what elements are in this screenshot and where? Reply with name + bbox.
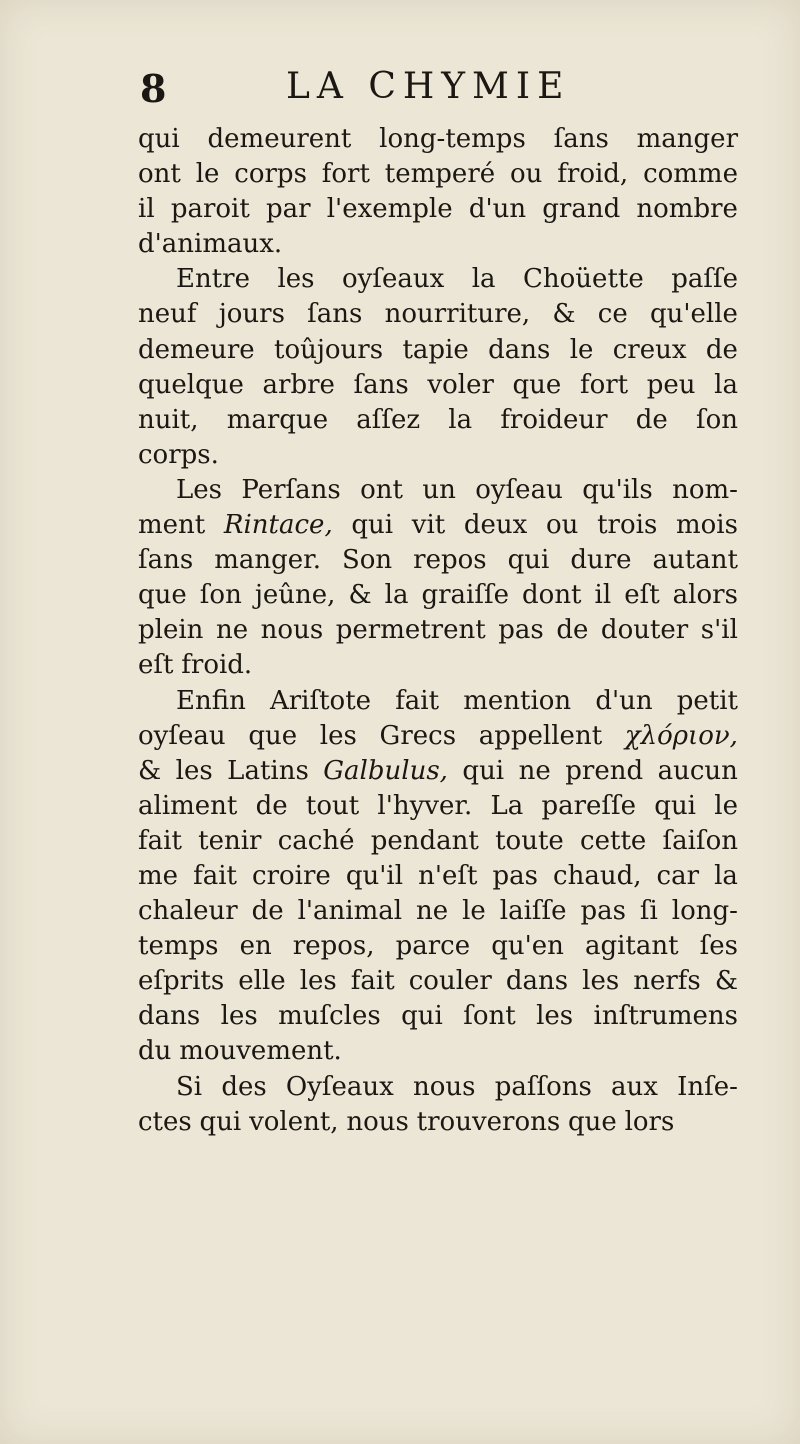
word: Galbulus, [323,755,448,786]
word: il [138,194,155,225]
word: mouvement. [179,1036,342,1067]
word: Oyſeaux [285,1071,394,1102]
text-line [138,964,738,999]
word: la [384,580,409,611]
word: s'il [700,615,738,646]
word: nuit, [138,404,199,435]
word: nous [260,615,324,646]
word: que [568,1106,617,1137]
word: muſcles [278,1001,381,1032]
word: qu'en [491,931,564,962]
word: qui [654,790,697,821]
word: que [512,369,562,400]
word: repos, [292,931,375,962]
word: ctes [138,1106,192,1137]
word: me [138,860,179,891]
word: aucun [657,755,738,786]
word: temperé [384,159,496,190]
word: qu'ils [582,474,653,505]
word: corps [234,159,307,190]
word: de [251,896,284,927]
word: dans [138,1001,201,1032]
text-line [138,789,738,824]
word: croire [252,860,331,891]
word: dont [522,580,582,611]
text-line [138,403,738,438]
word: quelque [138,369,244,400]
word: aliment [138,790,238,821]
text-line [138,333,738,368]
word: eſt [624,580,660,611]
text-line [138,999,738,1034]
word: de [255,790,288,821]
word: il [594,580,612,611]
word: inſtrumens [593,1001,738,1032]
word: cette [580,825,647,856]
word: de [556,615,589,646]
word: que [138,580,187,611]
text-line [138,122,738,157]
word: pas [498,615,544,646]
word: n'eſt [418,860,478,891]
word: & [714,966,738,997]
word: & [348,580,372,611]
word: fait [350,966,395,997]
word: prend [565,755,644,786]
word: du [138,1036,172,1067]
word: d'un [595,685,653,716]
word: ce [597,299,628,330]
word: ont [138,159,181,190]
word: ne [518,755,551,786]
word: froid. [181,650,253,681]
text-line [138,1070,738,1105]
text-line [138,1105,738,1140]
word: qui [507,545,550,576]
word: ſans [353,369,409,400]
word: vit [411,510,446,541]
word: La [490,790,524,821]
word: ne [416,896,449,927]
word: fort [321,159,370,190]
word: arbre [262,369,335,400]
word: les [536,1001,574,1032]
word: aſſez [356,404,421,435]
word: permetrent [335,615,486,646]
word: voler [427,369,494,400]
word: les [220,1001,258,1032]
word: autant [652,545,738,576]
word: eſprits [138,966,225,997]
word: la [714,860,738,891]
word: dans [488,334,551,365]
word: douter [600,615,689,646]
word: Choüette [523,264,644,295]
word: eſt [138,650,174,681]
word: volent, [249,1106,339,1137]
page-number: 8 [140,66,167,111]
word: toûjours [274,334,384,365]
word: ſans [553,124,609,154]
word: aux [611,1071,658,1102]
word: ou [546,510,579,541]
word: Latins [227,755,309,786]
word: couler [408,966,492,997]
word: ſi [639,896,658,927]
word: qu'il [345,860,404,891]
text-line [138,929,738,964]
word: les [319,720,357,751]
word: Ariſtote [269,685,372,716]
word: pas [492,860,538,891]
word: caché [277,825,355,856]
word: ſon [695,404,738,435]
text-line [138,578,738,613]
word: jeûne, [254,580,336,611]
word: ne [215,615,249,646]
word: par [265,194,311,225]
word: un [422,474,456,505]
word: qui [199,1106,242,1137]
word: agitant [584,931,679,962]
running-title: LA CHYMIE [286,66,571,107]
word: les [175,755,213,786]
word: mention [463,685,572,716]
word: tenir [198,825,262,856]
word: laiſſe [499,896,567,927]
word: en [239,931,272,962]
word: comme [643,159,738,190]
text-line [138,192,738,227]
word: d'animaux. [138,229,283,260]
text-line [138,894,738,929]
word: & [552,299,576,330]
word: Enfin [176,685,246,716]
word: ment [138,510,206,541]
word: tout [305,790,360,821]
word: les [277,264,315,295]
word: long- [671,896,738,927]
word: trois [597,510,658,541]
word: Perſans [241,474,341,505]
word: froideur [500,404,608,435]
word: nom- [672,474,738,505]
text-line [138,297,738,332]
word: ſans [307,299,363,330]
word: Entre [176,264,250,295]
word: qui [401,1001,443,1032]
text-line [138,227,738,262]
word: ſes [699,931,738,962]
word: pas [580,896,626,927]
word: oyſeau [475,474,563,505]
text-line [138,684,738,719]
word: long-temps [379,124,526,154]
word: de [705,334,738,365]
word: dure [570,545,632,576]
text-line [138,438,738,473]
word: nerfs [633,966,701,997]
word: froid, [557,159,629,190]
word: deux [463,510,528,541]
word: nous [413,1071,476,1102]
word: paroit [170,194,250,225]
word: lors [624,1106,675,1137]
word: temps [138,931,219,962]
word: neuf [138,299,197,330]
word: ſont [463,1001,516,1032]
text-line [138,368,738,403]
word: parce [395,931,471,962]
text-line [138,543,738,578]
word: nous [346,1106,409,1137]
word: la [471,264,496,295]
word: Inſe- [677,1071,738,1102]
word: appellent [478,720,603,751]
word: la [448,404,473,435]
word: manger [636,124,738,154]
word: l'animal [297,896,403,927]
word: chaud, [553,860,642,891]
text-line [138,262,738,297]
word: creux [612,334,687,365]
text-line [138,754,738,789]
word: demeurent [207,124,352,154]
word: des [221,1071,267,1102]
word: fait [138,825,182,856]
word: peu [646,369,696,400]
text-line [138,648,738,683]
word: le [195,159,220,190]
word: grand [542,194,621,225]
word: alors [672,580,738,611]
word: l'hyver. [377,790,473,821]
text-line [138,824,738,859]
word: ſaiſon [662,825,738,856]
word: trouverons [416,1106,561,1137]
word: qu'elle [649,299,738,330]
word: χλόριον, [624,720,738,751]
word: manger. [214,545,321,576]
word: elle [238,966,286,997]
word: le [569,334,594,365]
word: car [656,860,700,891]
word: demeure [138,334,255,365]
word: corps. [138,439,219,470]
text-line [138,613,738,648]
word: le [462,896,486,927]
text-line [138,859,738,894]
word: qui [351,510,394,541]
word: fait [193,860,237,891]
text-line [138,157,738,192]
word: petit [676,685,738,716]
word: paſſe [671,264,738,295]
body-text [138,122,738,1140]
word: plein [138,615,204,646]
word: nourriture, [384,299,531,330]
text-line [138,473,738,508]
word: repos [413,545,487,576]
word: ont [360,474,403,505]
word: jours [218,299,285,330]
word: l'exemple [326,194,453,225]
word: tapie [402,334,469,365]
word: & [138,755,162,786]
word: pareſſe [541,790,637,821]
word: graiſſe [421,580,509,611]
word: que [248,720,298,751]
word: Si [176,1071,203,1102]
word: paſſons [494,1071,592,1102]
word: le [714,790,738,821]
word: nombre [636,194,738,225]
word: ſans [138,545,194,576]
word: les [582,966,620,997]
word: toute [495,825,564,856]
word: chaleur [138,896,238,927]
word: Son [341,545,393,576]
word: Grecs [379,720,457,751]
word: d'un [468,194,527,225]
word: Rintace, [223,510,333,541]
word: Les [176,474,222,505]
text-line [138,1034,738,1069]
word: ſon [199,580,242,611]
text-line [138,508,738,543]
word: de [635,404,668,435]
word: fort [579,369,629,400]
text-line [138,719,738,754]
word: oyſeaux [341,264,445,295]
word: la [714,369,738,400]
word: mois [675,510,738,541]
word: oyſeau [138,720,226,751]
word: ou [510,159,543,190]
word: qui [138,124,180,154]
word: pendant [370,825,479,856]
word: les [299,966,337,997]
word: qui [462,755,505,786]
word: dans [505,966,569,997]
word: fait [395,685,440,716]
word: marque [226,404,329,435]
